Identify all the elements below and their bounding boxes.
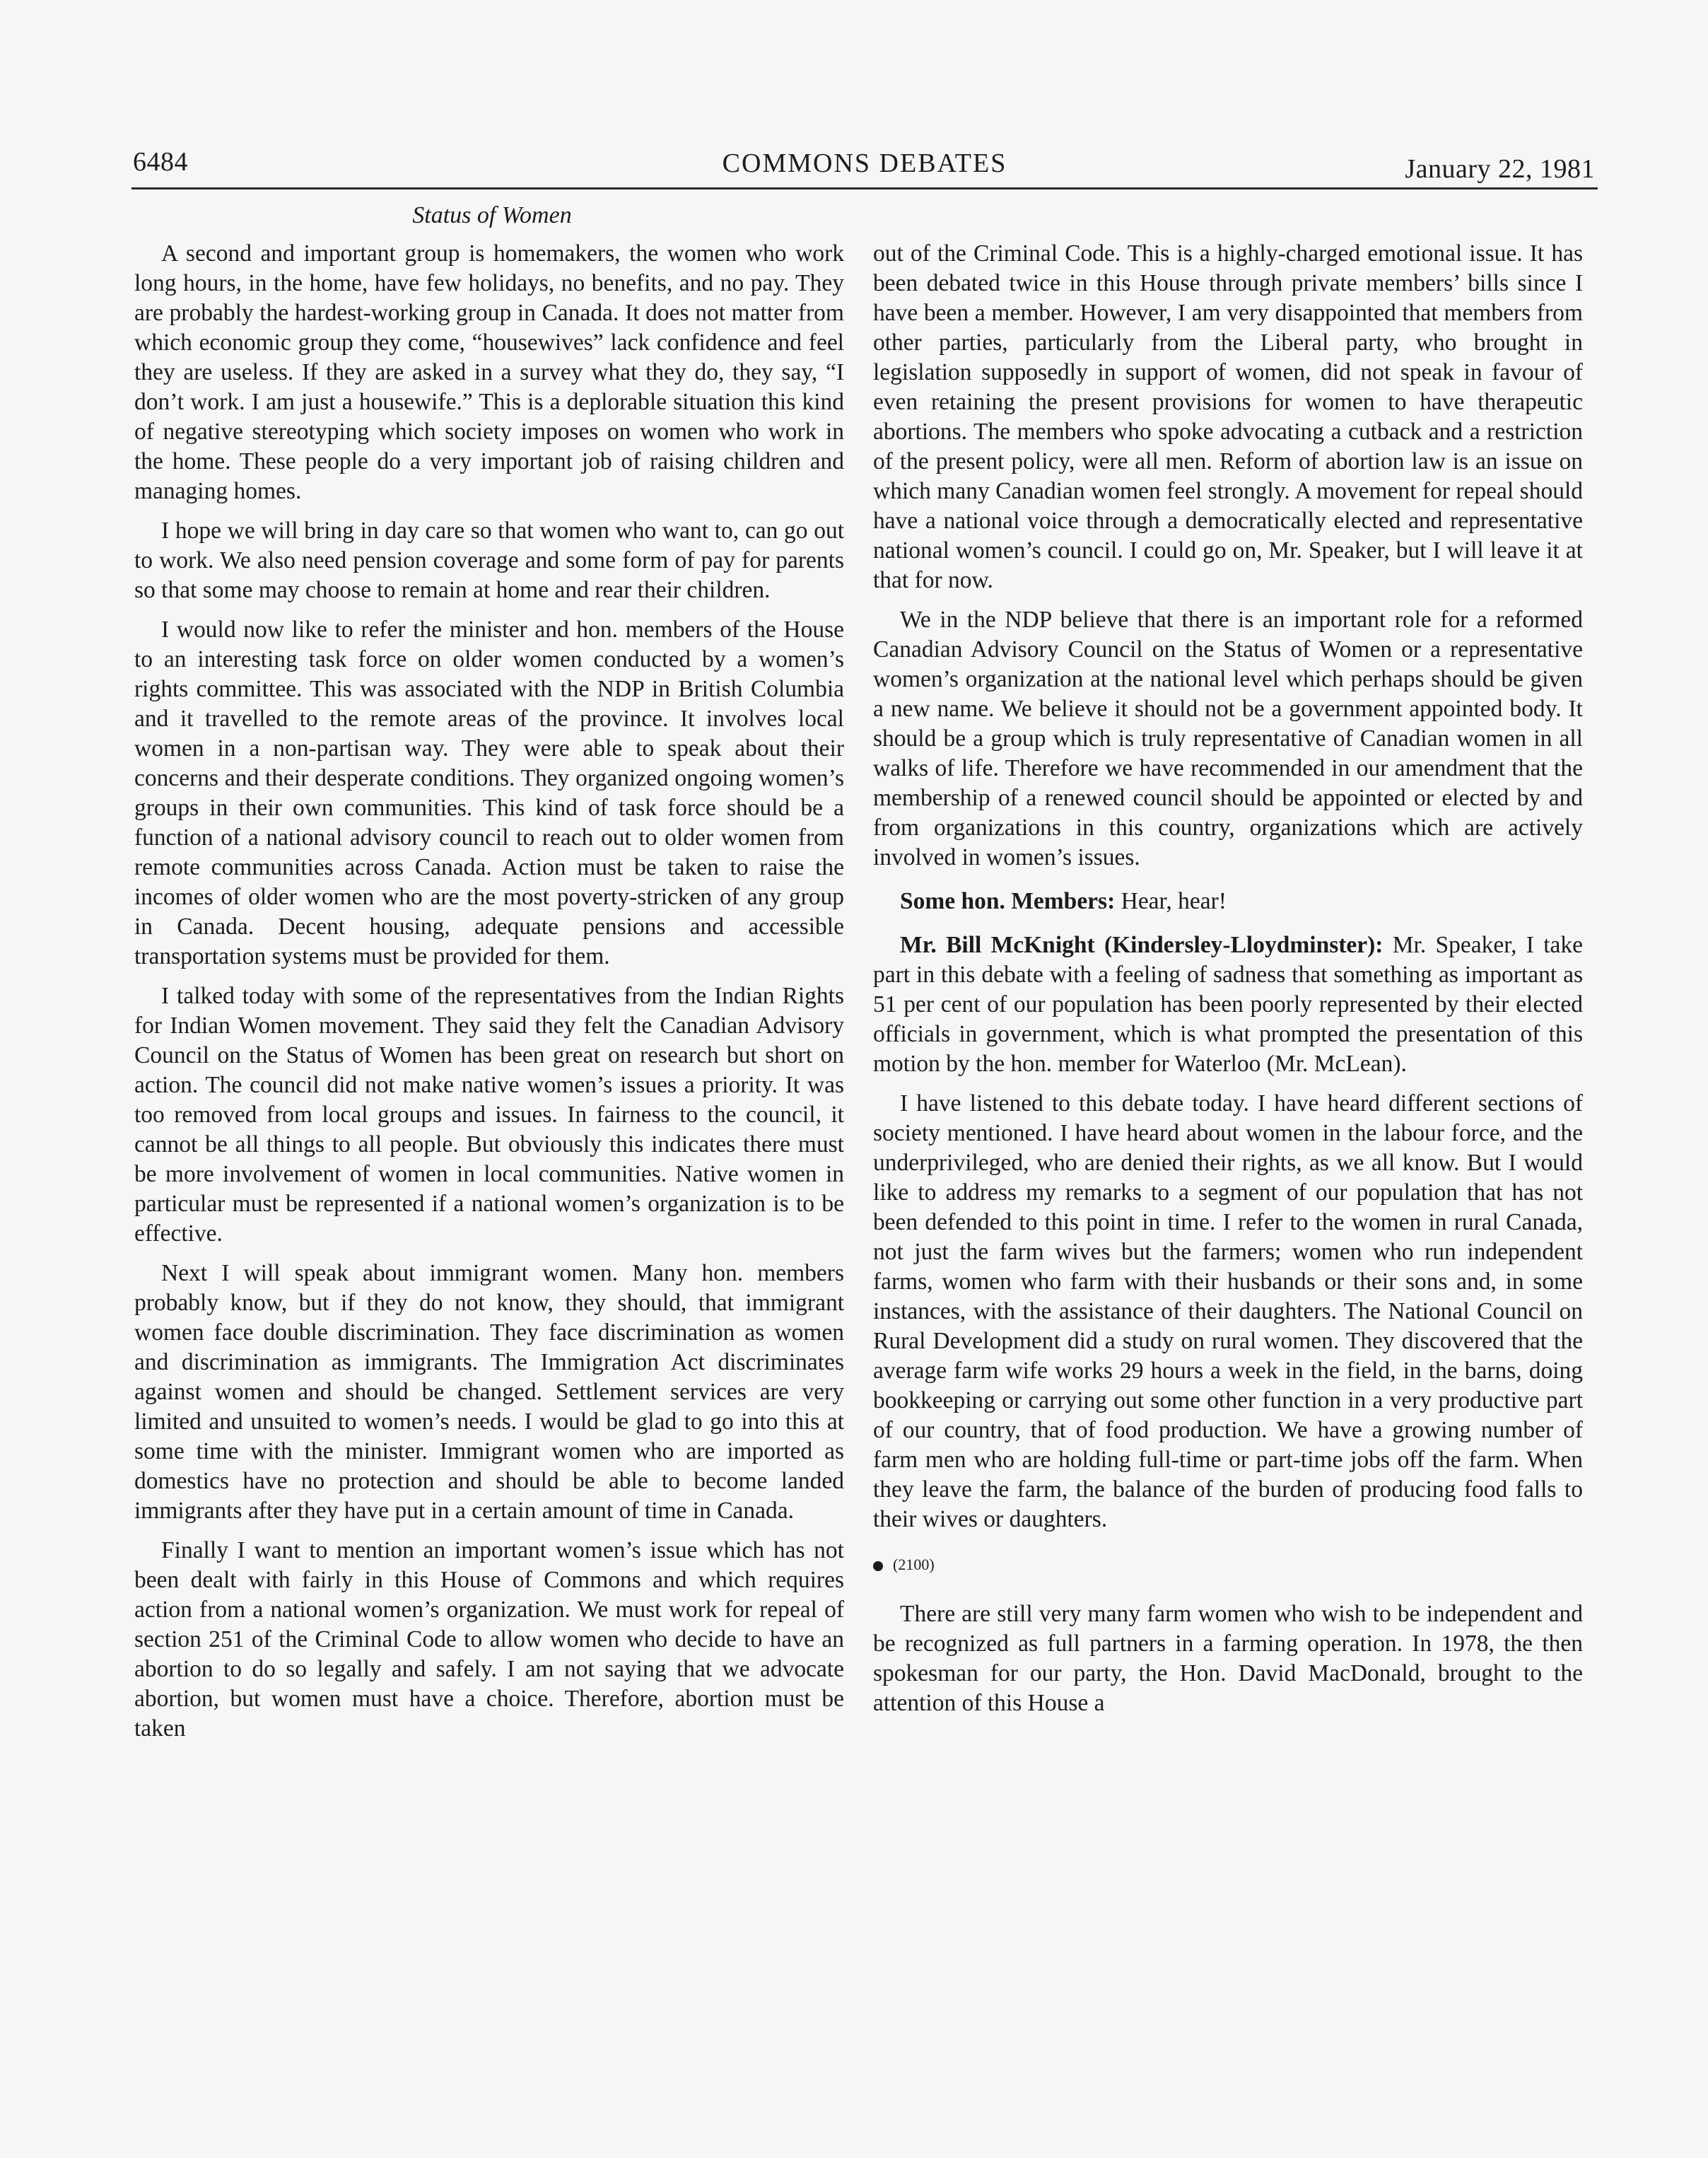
interjection-text: Hear, hear! — [1115, 888, 1227, 914]
publication-title: COMMONS DEBATES — [722, 148, 1007, 178]
speech-text: Mr. Speaker, I take part in this debate with a feeling of sadness that something as important as 51 per cent of our population has been poorly represented by their elected officials in government, which is what prompted the presentation of this motion by the hon. member for Waterloo (Mr. McLean). — [873, 932, 1583, 1077]
page-header — [131, 145, 1598, 189]
paragraph: I have listened to this debate today. I have heard different sections of society mentioned. I have heard about women in the labour force, and the underprivileged, who are denied their rights, as we all know. But I would like to address my remarks to a segment of our population that has not been defended to this point in time. I refer to the women in rural Canada, not just the farm wives but the farmers; women who run independent farms, women who farm with their husbands or their sons and, in some instances, with the assistance of their daughters. The National Council on Rural Development did a study on rural women. They discovered that the average farm wife works 29 hours a week in the field, in the barns, doing bookkeeping or carrying out some other function in a very productive part of our country, that of food production. We have a growing number of farm men who are holding full-time or part-time jobs off the farm. When they leave the farm, the balance of the burden of producing food falls to their wives or daughters. — [873, 1090, 1583, 1532]
paragraph: We in the NDP believe that there is an important role for a reformed Canadian Advisory Council on the Status of Women or a representative women’s organization at the national level which perhaps should be given a new name. We believe it should not be a government appointed body. It should be a group which is truly representative of Canadian women in all walks of life. Therefore we have recommended in our amendment that the membership of a renewed council should be appointed or elected by and from organizations in this country, organizations which are actively involved in women’s issues. — [873, 607, 1583, 870]
speaker-name: Mr. Bill McKnight (Kindersley-Lloydminster): — [900, 932, 1384, 958]
paragraph: There are still very many farm women who wish to be independent and be recognized as full partners in a farming operation. In 1978, the then spokesman for our party, the Hon. David MacDonald, brought to the attention of this House a — [873, 1601, 1583, 1716]
paragraph: I hope we will bring in day care so that women who want to, can go out to work. We also need pension coverage and some form of pay for parents so that some may choose to remain at home and rear their children. — [134, 518, 844, 603]
section-title: Status of Women — [412, 202, 572, 228]
paragraph: A second and important group is homemakers, the women who work long hours, in the home, have few holidays, no benefits, and no pay. They are probably the hardest-working group in Canada. It does not matter from which economic group they come, “housewives” lack confidence and feel they are useless. If they are asked in a survey what they do, they say, “I don’t work. I am just a housewife.” This is a deplorable situation this kind of negative stereotyping which society imposes on women who work in the home. These people do a very important job of raising children and managing homes. — [134, 240, 844, 504]
paragraph: I talked today with some of the representatives from the Indian Rights for Indian Women movement. They said they felt the Canadian Advisory Council on the Status of Women has been great on research but short on action. The council did not make native women’s issues a priority. It was too removed from local groups and issues. In fairness to the council, it cannot be all things to all people. But obviously this indicates there must be more involvement of women in local communities. Native women in particular must be represented if a national women’s organization is to be effective. — [134, 983, 844, 1247]
timestamp-marker — [873, 1550, 1583, 1580]
page-number: 6484 — [133, 147, 188, 177]
bullet-icon — [873, 1561, 883, 1571]
left-column — [134, 239, 844, 1754]
interjection-speaker: Some hon. Members: — [900, 888, 1116, 914]
publication-date: January 22, 1981 — [1405, 154, 1595, 184]
speech-opening — [873, 931, 1583, 1079]
interjection — [873, 887, 1583, 916]
paragraph-continuation: out of the Criminal Code. This is a highly-charged emotional issue. It has been debated twice in this House through private members’ bills since I have been a member. However, I am very disappointed that members from other parties, particularly from the Liberal party, who brought in legislation supposedly in support of women, did not speak in favour of even retaining the present provisions for women to have therapeutic abortions. The members who spoke advocating a cutback and a restriction of the present policy, were all men. Reform of abortion law is an issue on which many Canadian women feel strongly. A movement for repeal should have a national voice through a democratically elected and representative national women’s council. I could go on, Mr. Speaker, but I will leave it at that for now. — [873, 240, 1583, 593]
paragraph: I would now like to refer the minister and hon. members of the House to an interesting task force on older women conducted by a women’s rights committee. This was associated with the NDP in British Columbia and it travelled to the remote areas of the province. It involves local women in a non-partisan way. They were able to speak about their concerns and their desperate conditions. They organized ongoing women’s groups in their own communities. This kind of task force should be a function of a national advisory council to reach out to older women from remote communities across Canada. Action must be taken to raise the incomes of older women who are the most poverty-stricken of any group in Canada. Decent housing, adequate pensions and accessible transportation systems must be provided for them. — [134, 617, 844, 969]
paragraph: Finally I want to mention an important women’s issue which has not been dealt with fairly in this House of Commons and which requires action from a national women’s organization. We must work for repeal of section 251 of the Criminal Code to allow women who decide to have an abortion to do so legally and safely. I am not saying that we advocate abortion, but women must have a choice. Therefore, abortion must be taken — [134, 1537, 844, 1742]
right-column — [873, 239, 1583, 1728]
paragraph: Next I will speak about immigrant women. Many hon. members probably know, but if they do not know, they should, that immigrant women face double discrimination. They face discrimination as women and discrimination as immigrants. The Immigration Act discriminates against women and should be changed. Settlement services are very limited and unsuited to women’s needs. I would be glad to go into this at some time with the minister. Immigrant women who are imported as domestics have no protection and should be able to become landed immigrants after they have put in a certain amount of time in Canada. — [134, 1260, 844, 1524]
timestamp: (2100) — [893, 1556, 935, 1573]
